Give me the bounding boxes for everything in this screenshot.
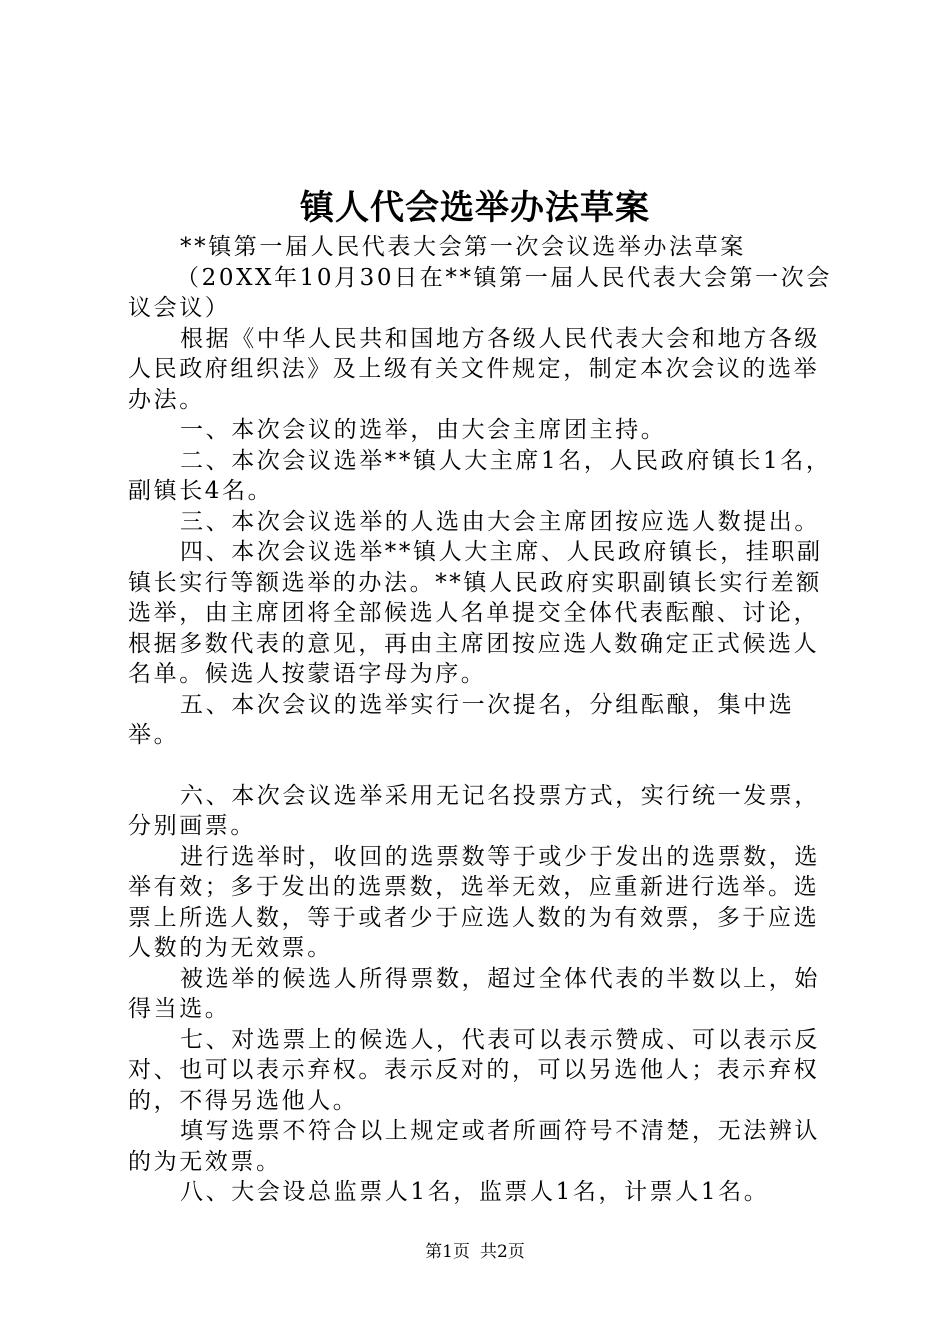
paragraph-article-6: 六、本次会议选举采用无记名投票方式，实行统一发票，分别画票。 xyxy=(128,782,820,839)
paragraph-date-note: （20XX年10月30日在**镇第一届人民代表大会第一次会议会议） xyxy=(128,264,832,321)
page-number: 第1页 xyxy=(425,1242,470,1262)
paragraph-article-8: 八、大会设总监票人1名，监票人1名，计票人1名。 xyxy=(180,1179,770,1205)
document-title: 镇人代会选举办法草案 xyxy=(300,188,650,228)
paragraph-preamble: 根据《中华人民共和国地方各级人民代表大会和地方各级人民政府组织法》及上级有关文件规定，制定本次会议的选举办法。 xyxy=(128,325,820,413)
document-body xyxy=(128,232,836,1208)
paragraph-validity: 进行选举时，收回的选票数等于或少于发出的选票数，选举有效；多于发出的选票数，选举无效，应重新进行选举。选票上所选人数，等于或者少于应选人数的为有效票，多于应选人数的为无效票。 xyxy=(128,843,820,961)
page-footer xyxy=(0,1240,950,1264)
paragraph-article-5: 五、本次会议的选举实行一次提名，分组酝酿，集中选举。 xyxy=(128,691,795,748)
paragraph-subtitle: **镇第一届人民代表大会第一次会议选举办法草案 xyxy=(180,234,746,260)
paragraph-invalid-ballot: 填写选票不符合以上规定或者所画符号不清楚，无法辨认的为无效票。 xyxy=(128,1118,820,1175)
paragraph-article-3: 三、本次会议选举的人选由大会主席团按应选人数提出。 xyxy=(180,508,820,535)
paragraph-article-7: 七、对选票上的候选人，代表可以表示赞成、可以表示反对、也可以表示弃权。表示反对的，可以另选他人；表示弃权的，不得另选他人。 xyxy=(128,1026,820,1114)
paragraph-article-2: 二、本次会议选举**镇人大主席1名，人民政府镇长1名，副镇长4名。 xyxy=(128,447,832,504)
paragraph-article-1: 一、本次会议的选举，由大会主席团主持。 xyxy=(180,417,667,443)
paragraph-election-threshold: 被选举的候选人所得票数，超过全体代表的半数以上，始得当选。 xyxy=(128,965,820,1022)
paragraph-article-4: 四、本次会议选举**镇人大主席、人民政府镇长，挂职副镇长实行等额选举的办法。**镇人民政府实职副镇长实行差额选举，由主席团将全部候选人名单提交全体代表酝酿、讨论，根据多数代表的意见，再由主席团按应选人数确定正式候选人名单。候选人按蒙语字母为序。 xyxy=(128,539,823,687)
page-total: 共2页 xyxy=(480,1242,525,1262)
